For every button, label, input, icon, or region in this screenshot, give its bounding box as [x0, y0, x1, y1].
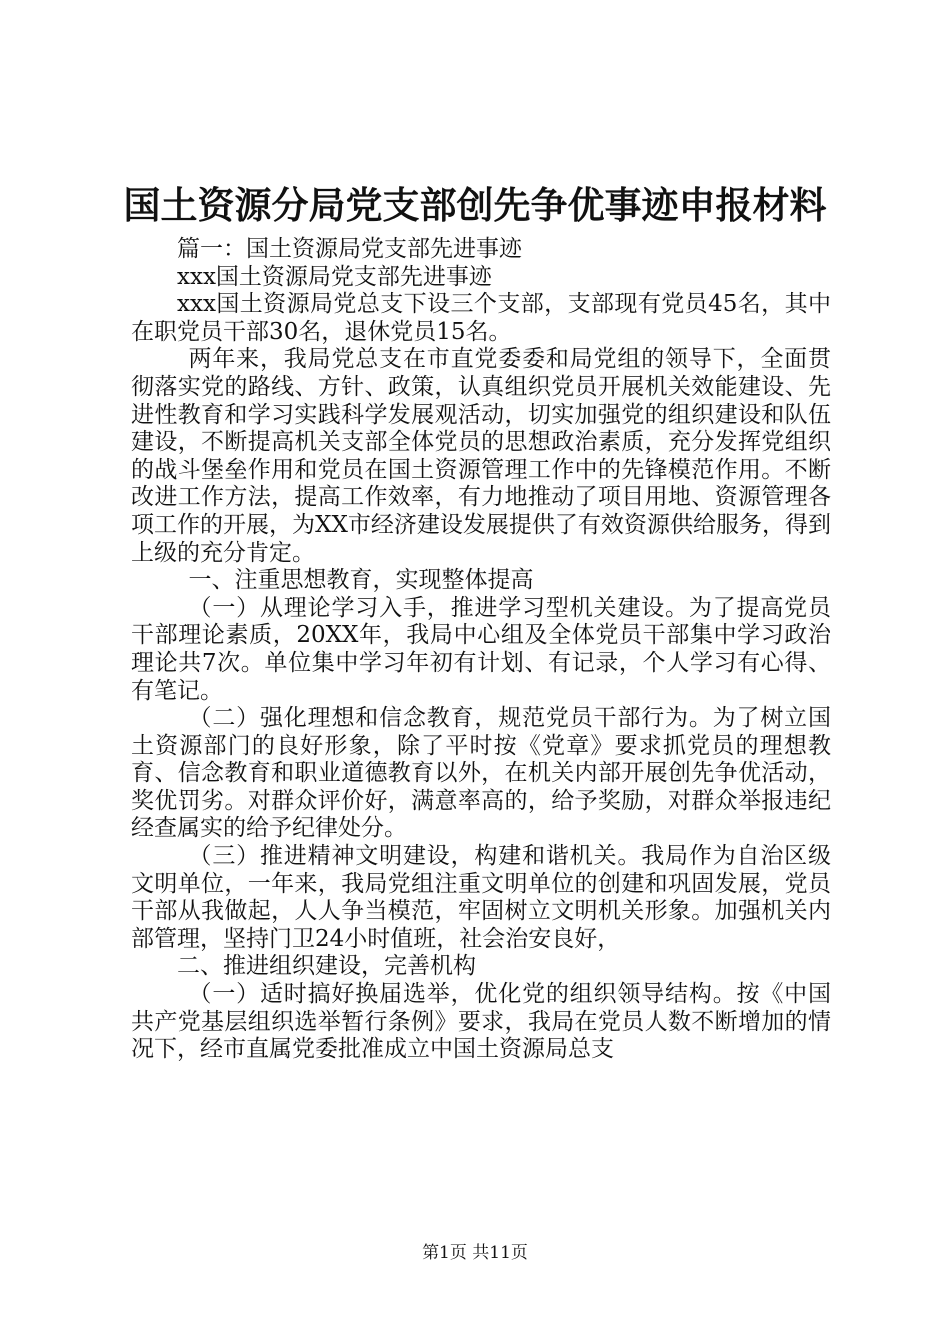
document-title: 国土资源分局党支部创先争优事迹申报材料 — [123, 183, 827, 227]
paragraph: （二）强化理想和信念教育，规范党员干部行为。为了树立国土资源部门的良好形象，除了平时按《党章》要求抓党员的理想教育、信念教育和职业道德教育以外，在机关内部开展创先争优活动，奖优罚劣。对群众评价好，满意率高的，给予奖励，对群众举报违纪经查属实的给予纪律处分。 — [131, 705, 831, 842]
paragraph: 篇一：国土资源局党支部先进事迹 — [177, 236, 522, 262]
document-body — [131, 236, 831, 1064]
paragraph: xxx国土资源局党总支下设三个支部，支部现有党员45名，其中在职党员干部30名，退休党员15名。 — [131, 291, 831, 345]
paragraph: （一）从理论学习入手，推进学习型机关建设。为了提高党员干部理论素质，20XX年，我局中心组及全体党员干部集中学习政治理论共7次。单位集中学习年初有计划、有记录，个人学习有心得、有笔记。 — [131, 594, 831, 704]
page-footer: 第1页 共11页 — [422, 1243, 528, 1263]
paragraph: xxx国土资源局党支部先进事迹 — [177, 263, 492, 290]
section-heading: 一、注重思想教育，实现整体提高 — [188, 567, 534, 594]
section-heading: 二、推进组织建设，完善机构 — [177, 953, 476, 980]
paragraph: （一）适时搞好换届选举，优化党的组织领导结构。按《中国共产党基层组织选举暂行条例》要求，我局在党员人数不断增加的情况下，经市直属党委批准成立中国土资源局总支 — [131, 981, 831, 1063]
paragraph: 两年来，我局党总支在市直党委委和局党组的领导下，全面贯彻落实党的路线、方针、政策，认真组织党员开展机关效能建设、先进性教育和学习实践科学发展观活动，切实加强党的组织建设和队伍建设，不断提高机关支部全体党员的思想政治素质，充分发挥党组织的战斗堡垒作用和党员在国土资源管理工作中的先锋模范作用。不断改进工作方法，提高工作效率，有力地推动了项目用地、资源管理各项工作的开展，为XX市经济建设发展提供了有效资源供给服务，得到上级的充分肯定。 — [131, 346, 831, 566]
paragraph: （三）推进精神文明建设，构建和谐机关。我局作为自治区级文明单位，一年来，我局党组注重文明单位的创建和巩固发展，党员干部从我做起，人人争当模范，牢固树立文明机关形象。加强机关内部管理，坚持门卫24小时值班，社会治安良好， — [131, 843, 831, 952]
